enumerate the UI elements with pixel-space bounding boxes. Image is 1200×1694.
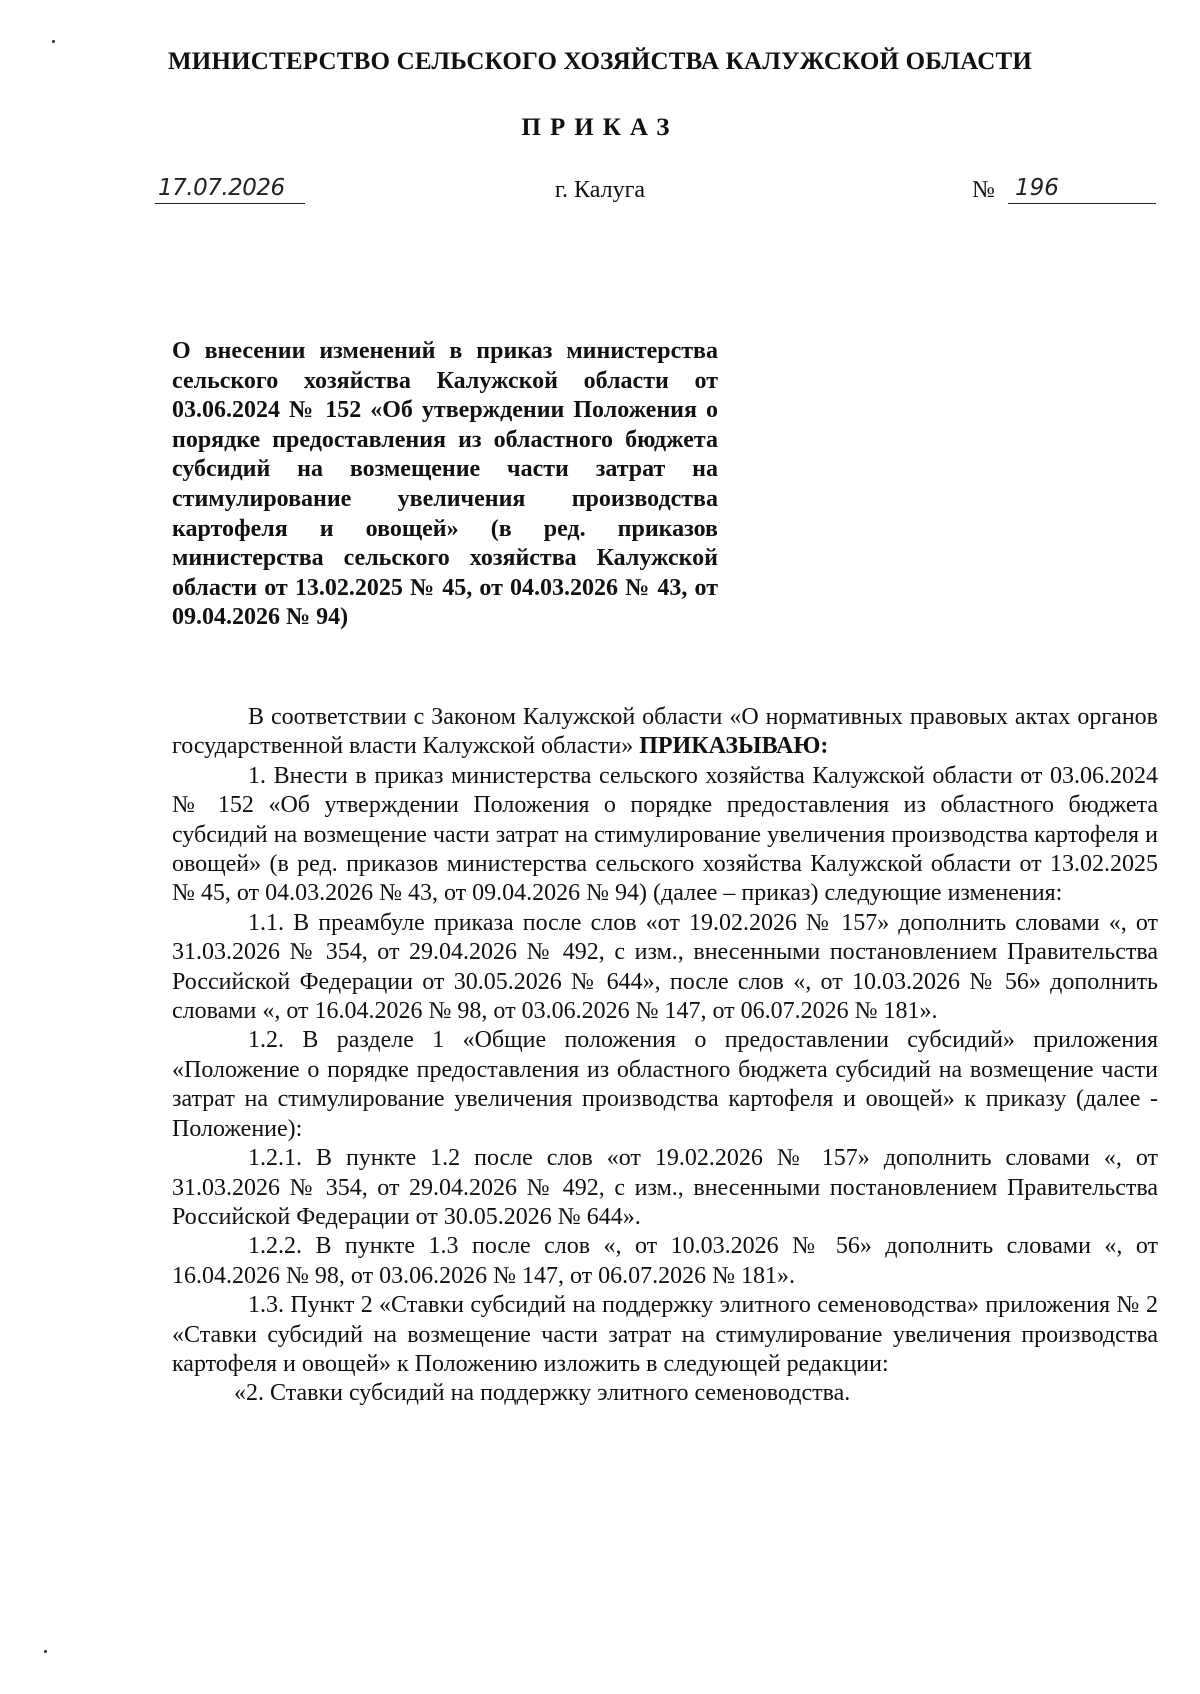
order-number: 196	[1015, 175, 1059, 201]
scan-speck	[44, 1650, 47, 1653]
paragraph-1: 1. Внести в приказ министерства сельского хозяйства Калужской области от 03.06.2024 № 152 «Об утверждении Положения о порядке предоставления из областного бюджета субсидий на возмещение части затрат на стимулирование увеличения производства картофеля и овощей» (в ред. приказов министерства сельского хозяйства Калужской области от 13.02.2025 № 45, от 04.03.2026 № 43, от 09.04.2026 № 94) (далее – приказ) следующие изменения:	[172, 762, 1158, 907]
order-word: ПРИКАЗЫВАЮ:	[639, 733, 829, 760]
intro-paragraph	[172, 703, 1158, 762]
paragraph-1-3: 1.3. Пункт 2 «Ставки субсидий на поддержку элитного семеноводства» приложения № 2 «Ставки субсидий на возмещение части затрат на стимулирование увеличения производства картофеля и овощей» к Положению изложить в следующей редакции:	[172, 1292, 1158, 1377]
paragraph-1-2: 1.2. В разделе 1 «Общие положения о предоставлении субсидий» приложения «Положение о порядке предоставления из областного бюджета субсидий на возмещение части затрат на стимулирование увеличения производства картофеля и овощей» к приказу (далее - Положение):	[172, 1027, 1158, 1142]
document-title: ПРИКАЗ	[521, 114, 679, 141]
paragraph-1-2-1: 1.2.1. В пункте 1.2 после слов «от 19.02.2026 № 157» дополнить словами «, от 31.03.2026 № 354, от 29.04.2026 № 492, с изм., внесенными постановлением Правительства Российской Федерации от 30.05.2026 № 644».	[172, 1145, 1158, 1230]
order-date: 17.07.2026	[158, 175, 285, 201]
number-underline	[1008, 203, 1156, 204]
order-subject: О внесении изменений в приказ министерства сельского хозяйства Калужской области от 03.06.2024 № 152 «Об утверждении Положения о порядке предоставления из областного бюджета субсидий на возмещение части затрат на стимулирование увеличения производства картофеля и овощей» (в ред. приказов министерства сельского хозяйства Калужской области от 13.02.2025 № 45, от 04.03.2026 № 43, от 09.04.2026 № 94)	[172, 338, 718, 631]
order-city: г. Калуга	[554, 177, 646, 203]
paragraph-1-1: 1.1. В преамбуле приказа после слов «от 19.02.2026 № 157» дополнить словами «, от 31.03.2026 № 354, от 29.04.2026 № 492, с изм., внесенными постановлением Правительства Российской Федерации от 30.05.2026 № 644», после слов «, от 10.03.2026 № 56» дополнить словами «, от 16.04.2026 № 98, от 03.06.2026 № 147, от 06.07.2026 № 181».	[172, 909, 1158, 1025]
order-body	[172, 703, 1158, 1409]
scan-speck	[52, 40, 55, 43]
closing-line: «2. Ставки субсидий на поддержку элитного семеноводства.	[234, 1380, 851, 1407]
ministry-name: МИНИСТЕРСТВО СЕЛЬСКОГО ХОЗЯЙСТВА КАЛУЖСКОЙ ОБЛАСТИ	[168, 48, 1032, 75]
intro-text: В соответствии с Законом Калужской области «О нормативных правовых актах органов государственной власти Калужской области»	[172, 704, 1158, 760]
meta-row	[0, 175, 1200, 209]
number-label: №	[972, 177, 995, 203]
paragraph-1-2-2: 1.2.2. В пункте 1.3 после слов «, от 10.03.2026 № 56» дополнить словами «, от 16.04.2026 № 98, от 03.06.2026 № 147, от 06.07.2026 № 181».	[172, 1233, 1158, 1289]
